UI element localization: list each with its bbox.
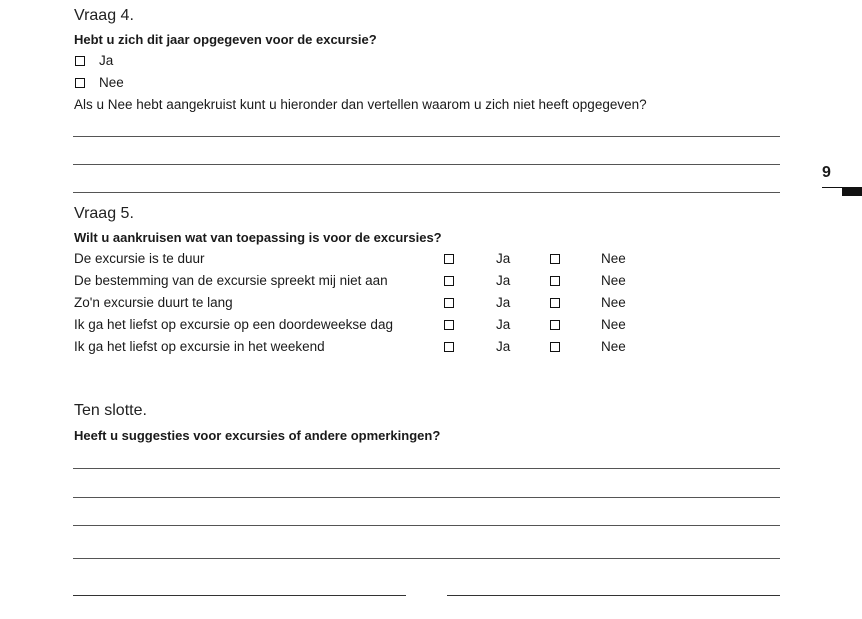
signature-line-left[interactable]	[73, 595, 406, 596]
q5-checkbox-ja[interactable]	[444, 320, 454, 330]
q5-checkbox-nee[interactable]	[550, 254, 560, 264]
q5-nee-label: Nee	[601, 317, 626, 332]
q5-checkbox-nee[interactable]	[550, 342, 560, 352]
q5-statement: De excursie is te duur	[74, 251, 205, 266]
q5-question: Wilt u aankruisen wat van toepassing is voor de excursies?	[74, 230, 442, 245]
q4-checkbox-nee[interactable]	[75, 78, 85, 88]
q5-ja-label: Ja	[496, 339, 511, 354]
q4-followup-text: Als u Nee hebt aangekruist kunt u hieronder dan vertellen waarom u zich niet heeft opgegeven?	[74, 97, 647, 112]
q5-checkbox-ja[interactable]	[444, 298, 454, 308]
q4-question: Hebt u zich dit jaar opgegeven voor de excursie?	[74, 32, 377, 47]
q4-answer-line-1[interactable]	[73, 136, 780, 137]
q5-checkbox-ja[interactable]	[444, 342, 454, 352]
q5-checkbox-nee[interactable]	[550, 320, 560, 330]
q4-answer-line-2[interactable]	[73, 164, 780, 165]
q5-ja-label: Ja	[496, 317, 511, 332]
q5-nee-label: Nee	[601, 273, 626, 288]
q5-nee-label: Nee	[601, 251, 626, 266]
q5-ja-label: Ja	[496, 273, 511, 288]
q5-nee-label: Nee	[601, 295, 626, 310]
page-number: 9	[822, 164, 831, 181]
q5-statement: Ik ga het liefst op excursie op een doordeweekse dag	[74, 317, 393, 332]
q5-statement: Zo'n excursie duurt te lang	[74, 295, 233, 310]
q5-checkbox-ja[interactable]	[444, 276, 454, 286]
q5-heading: Vraag 5.	[74, 205, 134, 222]
closing-heading: Ten slotte.	[74, 402, 147, 419]
q5-nee-label: Nee	[601, 339, 626, 354]
q5-statement: Ik ga het liefst op excursie in het weekend	[74, 339, 325, 354]
signature-line-right[interactable]	[447, 595, 780, 596]
q4-checkbox-ja[interactable]	[75, 56, 85, 66]
q5-checkbox-ja[interactable]	[444, 254, 454, 264]
q4-option-ja-label: Ja	[99, 53, 114, 68]
q4-heading: Vraag 4.	[74, 7, 134, 24]
closing-answer-line-4[interactable]	[73, 558, 780, 559]
q5-statement: De bestemming van de excursie spreekt mij niet aan	[74, 273, 388, 288]
q5-ja-label: Ja	[496, 295, 511, 310]
closing-answer-line-3[interactable]	[73, 525, 780, 526]
closing-answer-line-2[interactable]	[73, 497, 780, 498]
q5-ja-label: Ja	[496, 251, 511, 266]
page-tab-marker	[842, 188, 862, 196]
q4-answer-line-3[interactable]	[73, 192, 780, 193]
closing-question: Heeft u suggesties voor excursies of andere opmerkingen?	[74, 428, 441, 443]
q5-checkbox-nee[interactable]	[550, 276, 560, 286]
q5-checkbox-nee[interactable]	[550, 298, 560, 308]
q4-option-nee-label: Nee	[99, 75, 124, 90]
closing-answer-line-1[interactable]	[73, 468, 780, 469]
